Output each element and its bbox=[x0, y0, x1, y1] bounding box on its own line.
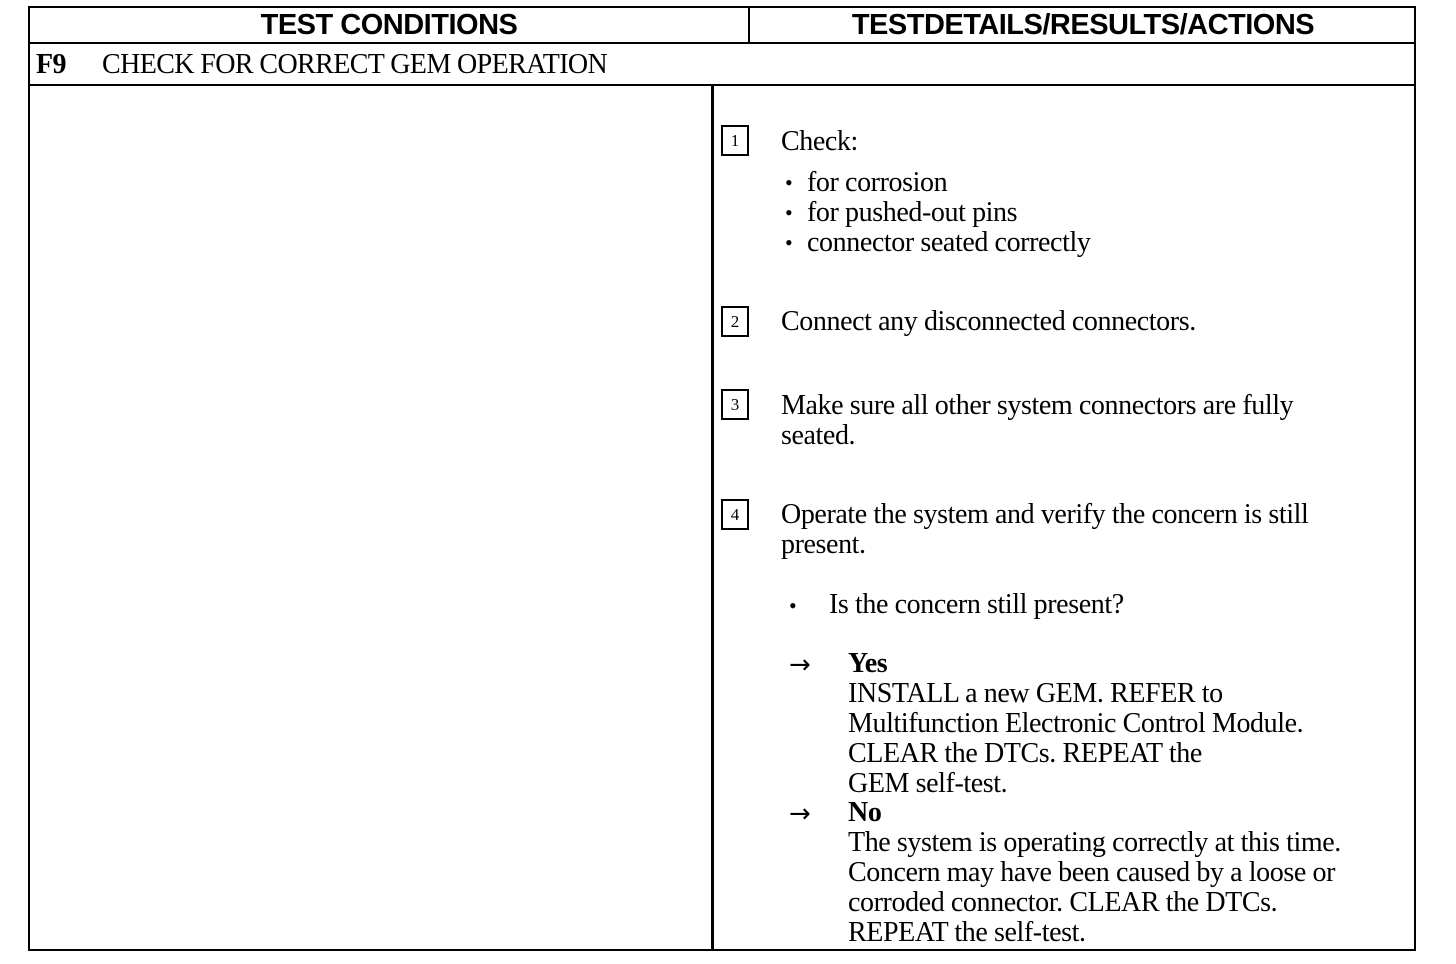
step-text: Connect any disconnected connectors. bbox=[781, 306, 1196, 337]
result-line: The system is operating correctly at this time. bbox=[848, 827, 1341, 858]
result-line: GEM self-test. bbox=[848, 768, 1008, 799]
result-label: Yes bbox=[848, 648, 888, 679]
result-line: Concern may have been caused by a loose or bbox=[848, 857, 1336, 888]
step-text-line: seated. bbox=[781, 420, 856, 451]
test-code: F9 bbox=[36, 49, 66, 80]
title-rule bbox=[30, 84, 1414, 86]
check-list bbox=[785, 168, 1090, 258]
step-text-line: present. bbox=[781, 529, 866, 560]
result-line: CLEAR the DTCs. REPEAT the bbox=[848, 738, 1202, 769]
result-line: INSTALL a new GEM. REFER to bbox=[848, 678, 1223, 709]
step-number-box: 3 bbox=[721, 389, 749, 420]
question bbox=[789, 590, 1124, 621]
result-line: corroded connector. CLEAR the DTCs. bbox=[848, 887, 1278, 918]
column-divider bbox=[711, 86, 714, 949]
result-no bbox=[848, 798, 1408, 948]
step-number-box: 1 bbox=[721, 125, 749, 156]
right-arrow-icon: → bbox=[789, 650, 811, 680]
bullet-icon: • bbox=[789, 593, 797, 618]
step-text bbox=[781, 500, 1406, 560]
list-item: • for pushed-out pins bbox=[785, 198, 1090, 228]
step-text-line: Make sure all other system connectors are fully bbox=[781, 390, 1294, 421]
list-item: • for corrosion bbox=[785, 168, 1090, 198]
test-title-row bbox=[36, 45, 607, 85]
header-rule bbox=[30, 42, 1414, 44]
list-item: • connector seated correctly bbox=[785, 228, 1090, 258]
step-text bbox=[781, 391, 1406, 451]
step-text-line: Operate the system and verify the concern is still bbox=[781, 499, 1309, 530]
header-test-conditions: TEST CONDITIONS bbox=[260, 9, 518, 41]
result-line: Multifunction Electronic Control Module. bbox=[848, 708, 1304, 739]
test-title: CHECK FOR CORRECT GEM OPERATION bbox=[102, 49, 608, 80]
step-number-box: 4 bbox=[721, 499, 749, 530]
result-line: REPEAT the self-test. bbox=[848, 917, 1086, 948]
result-label: No bbox=[848, 797, 882, 828]
step-number-box: 2 bbox=[721, 306, 749, 337]
result-yes bbox=[848, 649, 1408, 799]
header-test-details: TESTDETAILS/RESULTS/ACTIONS bbox=[851, 9, 1315, 41]
step-text: Check: bbox=[781, 126, 858, 157]
question-text: Is the concern still present? bbox=[829, 589, 1124, 620]
right-arrow-icon: → bbox=[789, 799, 811, 829]
